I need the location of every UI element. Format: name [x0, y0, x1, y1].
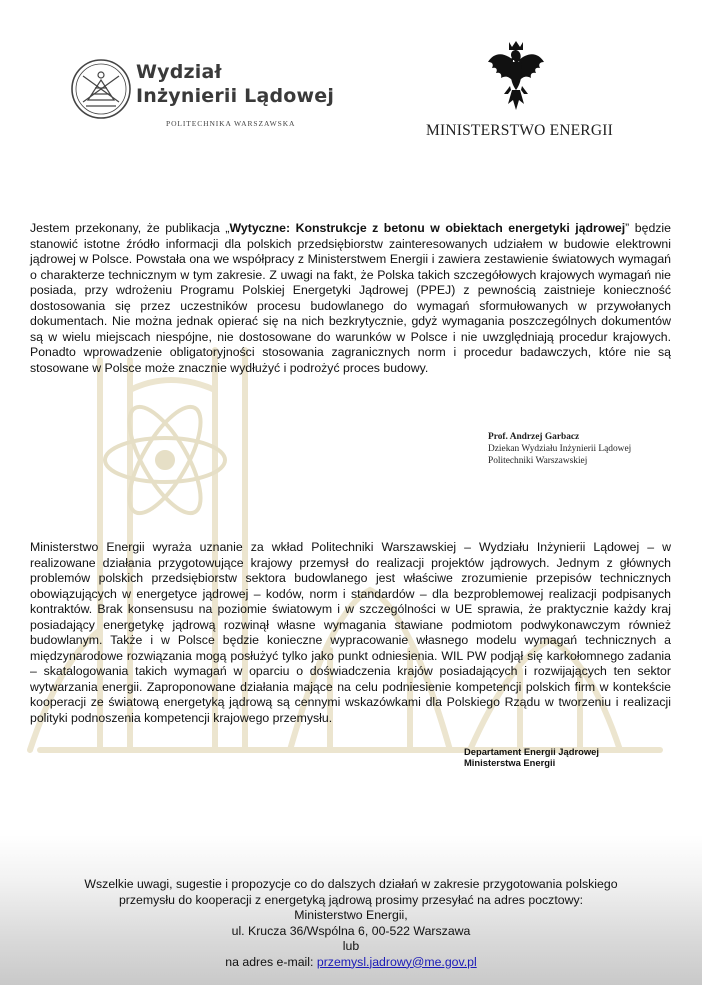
faculty-name-line1: Wydział	[136, 61, 222, 83]
footer-or: lub	[342, 939, 360, 953]
footer-line-3: Ministerstwo Energii,	[294, 908, 408, 922]
footer-line-2: przemysłu do kooperacji z energetyką jądrową prosimy przesyłać na adres pocztowy:	[118, 892, 584, 907]
department-ministry: Ministerstwa Energii	[464, 757, 556, 768]
dean-signature	[488, 431, 631, 467]
footer-line-1: Wszelkie uwagi, sugestie i propozycje co do dalszych działań w zakresie przygotowania polskiego	[84, 877, 618, 891]
atom-watermark-icon	[105, 397, 225, 523]
signature-name: Prof. Andrzej Garbacz	[488, 432, 580, 442]
department-name: Departament Energii Jądrowej	[464, 746, 599, 757]
department-signature	[464, 746, 599, 768]
dean-statement-paragraph	[30, 221, 671, 376]
p1-rest: ” będzie stanowić istotne źródło informacji dla polskich przedsiębiorstw zainteresowanych udziałem w budowie elektrowni jądrowej w Polsce. Powstała ona we współpracy z Ministerstwem Energii i zawiera zestawienie światowych wymagań o charakterze technicznym w tym zakresie. Z uwagi na fakt, że Polska takich szczegółowych krajowych wymagań nie posiada, przy wdrożeniu Programu Polskiej Energetyki Jądrowej (PPEJ) z pewnością zaistnieje konieczność dostosowania się przez uczestników procesu budowlanego do wymagań sformułowanych w przywołanych dokumentach. Nie można jednak opierać się na nich bezkrytycznie, gdyż wymagania poszczególnych dokumentów są w wielu miejscach niespójne, nie dostosowane do warunków w Polsce i nie uwzględniają procedur krajowych. Ponadto wprowadzenie obligatoryjności stosowania zagranicznych norm i procedur badawczych, które nie są stosowane w Polsce może znacznie wydłużyć i podrożyć proces budowy.	[30, 221, 672, 375]
ministry-statement-paragraph: Ministerstwo Energii wyraża uznanie za wkład Politechniki Warszawskiej – Wydziału Inżynierii Lądowej – w realizowane działania przygotowujące krajowy przemysł do realizacji projektów jądrowych. Jednym z głównych problemów polskich przedsiębiorstw sektora budowlanego jest właściwe zrozumienie przepisów technicznych obowiązujących w energetyce jądrowej – kodów, norm i standardów – dla bezproblemowej realizacji podpisanych kontraktów. Brak konsensusu na poziomie światowym i w szczególności w UE sprawia, że praktycznie każdy kraj posiadający energetykę jądrową rozwinął własne wymagania stawiane podmiotom podwykonawczym również budowlanym. Także i w Polsce będzie konieczne wypracowanie własnego modelu wymagań technicznych a międzynarodowe rozwiązania mogą posłużyć tylko jako punkt odniesienia. WIL PW podjął się karkołomnego zadania – skatalogowania takich wymagań w oparciu o doświadczenia krajów posiadających i rozwijających ten sektor wytwarzania energii. Zaproponowane działania mające na celu podniesienie kompetencji polskich firm w kontekście kooperacji ze światową energetyką jądrową są cennymi wskazówkami dla Polskiego Rządu w tworzeniu i realizacji polityki podnoszenia kompetencji krajowego przemysłu.	[30, 540, 671, 725]
email-prefix: na adres e-mail:	[225, 954, 317, 969]
publication-title: Wytyczne: Konstrukcje z betonu w obiektach energetyki jądrowej	[229, 221, 626, 235]
footer-email-line	[40, 955, 662, 971]
faculty-name	[136, 60, 334, 108]
university-name: POLITECHNIKA WARSZAWSKA	[166, 119, 296, 128]
faculty-name-line2: Inżynierii Lądowej	[136, 85, 335, 107]
signature-position: Dziekan Wydziału Inżynierii Lądowej	[488, 444, 632, 454]
contact-footer	[40, 877, 662, 970]
p1-prefix: Jestem przekonany, że publikacja „	[30, 221, 230, 235]
eagle-emblem-icon	[486, 38, 546, 114]
ministry-name: MINISTERSTWO ENERGII	[426, 122, 613, 139]
footer-address: ul. Krucza 36/Wspólna 6, 00-522 Warszawa	[231, 923, 471, 938]
faculty-logo	[70, 58, 350, 138]
signature-institution: Politechniki Warszawskiej	[488, 456, 588, 466]
ministry-logo	[426, 38, 626, 144]
faculty-emblem-icon	[70, 58, 132, 120]
email-link[interactable]: przemysl.jadrowy@me.gov.pl	[316, 954, 477, 969]
